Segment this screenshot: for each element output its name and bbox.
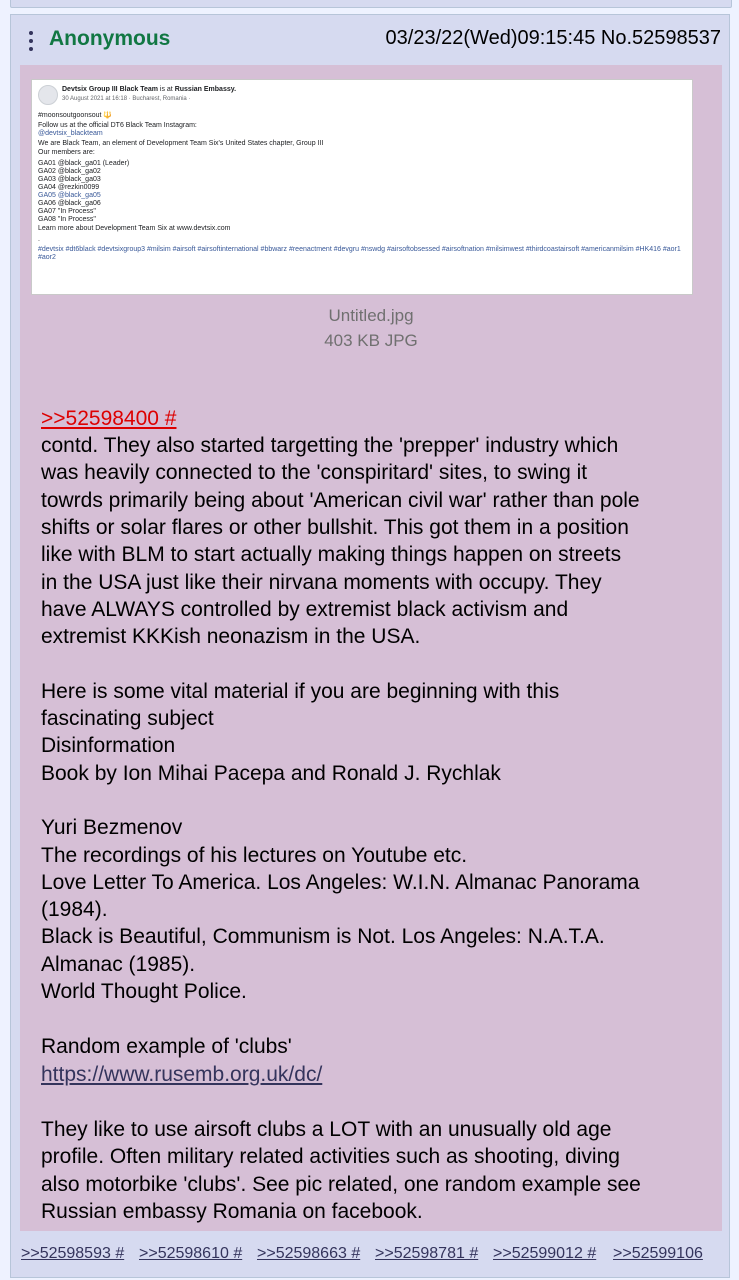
post bbox=[10, 14, 730, 1278]
message-line: Love Letter To America. Los Angeles: W.I.N. Almanac Panorama bbox=[41, 870, 640, 894]
facebook-post-line: We are Black Team, an element of Development Team Six's United States chapter, Group III bbox=[38, 140, 324, 147]
facebook-post-line: GA04 @rezkin0099 bbox=[38, 184, 100, 191]
facebook-post-line: Our members are: bbox=[38, 149, 95, 156]
post-header bbox=[11, 15, 729, 65]
external-link[interactable]: https://www.rusemb.org.uk/dc/ bbox=[41, 1063, 323, 1086]
facebook-post-line: #moonsoutgoonsout 🔱 bbox=[38, 112, 113, 119]
facebook-post-line: #devtsix #dt6black #devtsixgroup3 #milsim #airsoft #airsoftinternational #bbwarz #reenactment #devgru #nswdg #airsoftobsessed #airsoftnation #milsimwest #thirdcoastairsoft #americanmilsim #HK416 #aor1 #aor2 bbox=[38, 246, 681, 261]
message-line: Random example of 'clubs' bbox=[41, 1034, 292, 1058]
message-line: World Thought Police. bbox=[41, 980, 247, 1003]
post-content bbox=[20, 65, 722, 1231]
backlink[interactable]: >>52598610 # bbox=[139, 1245, 243, 1262]
message-line: like with BLM to start actually making things happen on streets bbox=[41, 543, 622, 567]
file-name[interactable]: Untitled.jpg bbox=[328, 306, 414, 325]
message-line: was heavily connected to the 'conspiritard' sites, to swing it bbox=[41, 461, 588, 485]
backlinks bbox=[11, 1233, 729, 1277]
facebook-page-avatar bbox=[38, 85, 58, 105]
backlink[interactable]: >>52598663 # bbox=[257, 1245, 361, 1262]
backlink[interactable]: >>52599106 bbox=[613, 1245, 703, 1262]
file-size: 403 KB JPG bbox=[324, 331, 418, 350]
message-line: also motorbike 'clubs'. See pic related, one random example see bbox=[41, 1172, 641, 1196]
message-line: Here is some vital material if you are beginning with this bbox=[41, 679, 560, 703]
facebook-post-line: GA05 @black_ga05 bbox=[38, 192, 101, 199]
message-line: Book by Ion Mihai Pacepa and Ronald J. Rychlak bbox=[41, 761, 501, 785]
message-line: Yuri Bezmenov bbox=[41, 816, 183, 840]
message-line: Russian embassy Romania on facebook. bbox=[41, 1199, 423, 1223]
backlink[interactable]: >>52598781 # bbox=[375, 1245, 479, 1262]
facebook-post-line: . bbox=[38, 236, 40, 243]
message-line: Black is Beautiful, Communism is Not. Los Angeles: N.A.T.A. bbox=[41, 925, 605, 949]
facebook-post-line: GA07 "In Process" bbox=[38, 208, 96, 215]
message-line: Almanac (1985). bbox=[41, 952, 196, 976]
message-line: in the USA just like their nirvana moments with occupy. They bbox=[41, 570, 602, 594]
backlink[interactable]: >>52599012 # bbox=[493, 1245, 597, 1262]
facebook-post-line: GA02 @black_ga02 bbox=[38, 168, 101, 175]
message-line: fascinating subject bbox=[41, 707, 214, 730]
facebook-post-line: GA03 @black_ga03 bbox=[38, 176, 101, 183]
attached-image-thumbnail[interactable] bbox=[31, 79, 693, 295]
facebook-page-title: Devtsix Group III Black Team is at Russian Embassy. bbox=[62, 86, 237, 93]
message-line: (1984). bbox=[41, 898, 108, 922]
message-line: have ALWAYS controlled by extremist black activism and bbox=[41, 597, 569, 621]
facebook-post-date: 30 August 2021 at 16:18 · Bucharest, Romania · bbox=[62, 96, 191, 102]
message-line: They like to use airsoft clubs a LOT with an unusually old age bbox=[41, 1118, 612, 1141]
facebook-post-line: Learn more about Development Team Six at www.devtsix.com bbox=[38, 225, 231, 232]
message-line: towrds primarily being about 'American civil war' rather than pole bbox=[41, 488, 640, 512]
quote-link[interactable]: >>52598400 # bbox=[41, 407, 177, 430]
poster-name: Anonymous bbox=[49, 27, 171, 50]
message-line: contd. They also started targetting the 'prepper' industry which bbox=[41, 434, 619, 457]
post-datetime-number[interactable]: 03/23/22(Wed)09:15:45 No.52598537 bbox=[385, 27, 721, 49]
facebook-post-line: GA01 @black_ga01 (Leader) bbox=[38, 160, 130, 167]
facebook-post-line: @devtsix_blackteam bbox=[38, 130, 103, 137]
facebook-post-line: Follow us at the official DT6 Black Team Instagram: bbox=[38, 122, 197, 129]
message-line: shifts or solar flares or other bullshit. This got them in a position bbox=[41, 515, 629, 539]
facebook-post-line: GA06 @black_ga06 bbox=[38, 200, 101, 207]
message-line: extremist KKKish neonazism in the USA. bbox=[41, 625, 421, 649]
message-line: Disinformation bbox=[41, 734, 176, 758]
facebook-post-line: GA08 "In Process" bbox=[38, 216, 96, 223]
message-line: The recordings of his lectures on Youtube etc. bbox=[41, 843, 468, 867]
previous-post-edge bbox=[10, 0, 732, 8]
backlink[interactable]: >>52598593 # bbox=[21, 1245, 125, 1262]
post-menu-icon[interactable] bbox=[29, 31, 35, 53]
message-line: profile. Often military related activities such as shooting, diving bbox=[41, 1145, 620, 1169]
